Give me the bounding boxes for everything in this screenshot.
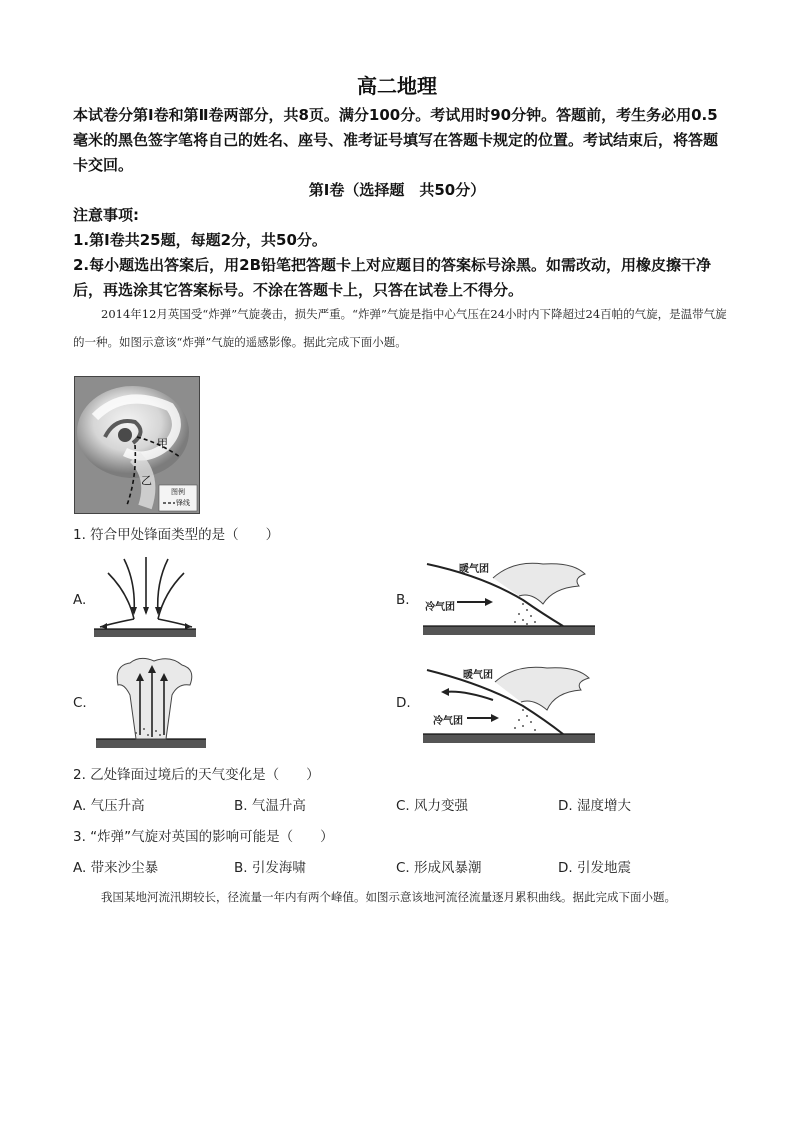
q3-option-a[interactable]: A. 带来沙尘暴	[73, 860, 159, 876]
q2-option-b[interactable]: B. 气温升高	[234, 798, 306, 814]
q3-option-b[interactable]: B. 引发海啸	[234, 860, 306, 876]
legend-title: 图例	[171, 488, 185, 496]
d-cold-air-label: 冷气团	[433, 716, 463, 727]
legend-front-line: 锋线	[176, 499, 190, 507]
page-title: 高二地理	[357, 74, 437, 98]
q2-option-c[interactable]: C. 风力变强	[396, 798, 469, 814]
notes-heading: 注意事项:	[73, 206, 139, 224]
exam-intro: 本试卷分第Ⅰ卷和第Ⅱ卷两部分，共8页。满分100分。考试用时90分钟。答题前，考生务必用0.5毫米的黑色签字笔将自己的姓名、座号、准考证号填写在答题卡规定的位置。考试结束后，将答题卡交回。	[73, 106, 719, 174]
q2-option-a[interactable]: A. 气压升高	[73, 798, 145, 814]
label-yi: 乙	[141, 474, 152, 487]
q3-option-d[interactable]: D. 引发地震	[558, 860, 631, 876]
q1-option-d-diagram	[423, 660, 595, 746]
q1-option-d-label[interactable]: D.	[396, 695, 411, 711]
q1-option-a-diagram	[94, 553, 196, 641]
section-title: 第Ⅰ卷（选择题 共50分）	[308, 181, 486, 199]
q1-option-b-label[interactable]: B.	[396, 592, 410, 608]
q2-option-d[interactable]: D. 湿度增大	[558, 798, 631, 814]
q3-option-c[interactable]: C. 形成风暴潮	[396, 860, 482, 876]
satellite-image	[74, 376, 200, 514]
q1-option-b-diagram	[423, 556, 595, 638]
q1-option-a-label[interactable]: A.	[73, 592, 87, 608]
passage-river: 我国某地河流汛期较长，径流量一年内有两个峰值。如图示意该地河流径流量逐月累积曲线。据此完成下面小题。	[101, 890, 676, 904]
q1-option-c-diagram	[96, 655, 206, 751]
passage-cyclone: 2014年12月英国受“炸弹”气旋袭击，损失严重。“炸弹”气旋是指中心气压在24小时内下降超过24百帕的气旋，是温带气旋的一种。如图示意该“炸弹”气旋的遥感影像。据此完成下面小题。	[73, 307, 727, 349]
b-warm-air-label: 暖气团	[459, 564, 489, 575]
note-item-2: 2.每小题选出答案后，用2B铅笔把答题卡上对应题目的答案标号涂黑。如需改动，用橡皮擦干净后，再选涂其它答案标号。不涂在答题卡上，只答在试卷上不得分。	[73, 256, 712, 299]
label-jia: 甲	[157, 437, 168, 450]
question-2-stem: 2. 乙处锋面过境后的天气变化是（ ）	[73, 767, 320, 783]
d-warm-air-label: 暖气团	[463, 670, 493, 681]
question-1-stem: 1. 符合甲处锋面类型的是（ ）	[73, 527, 280, 543]
b-cold-air-label: 冷气团	[425, 602, 455, 613]
q1-option-c-label[interactable]: C.	[73, 695, 87, 711]
note-item-1: 1.第Ⅰ卷共25题，每题2分，共50分。	[73, 231, 327, 249]
question-3-stem: 3. “炸弹”气旋对英国的影响可能是（ ）	[73, 829, 334, 845]
